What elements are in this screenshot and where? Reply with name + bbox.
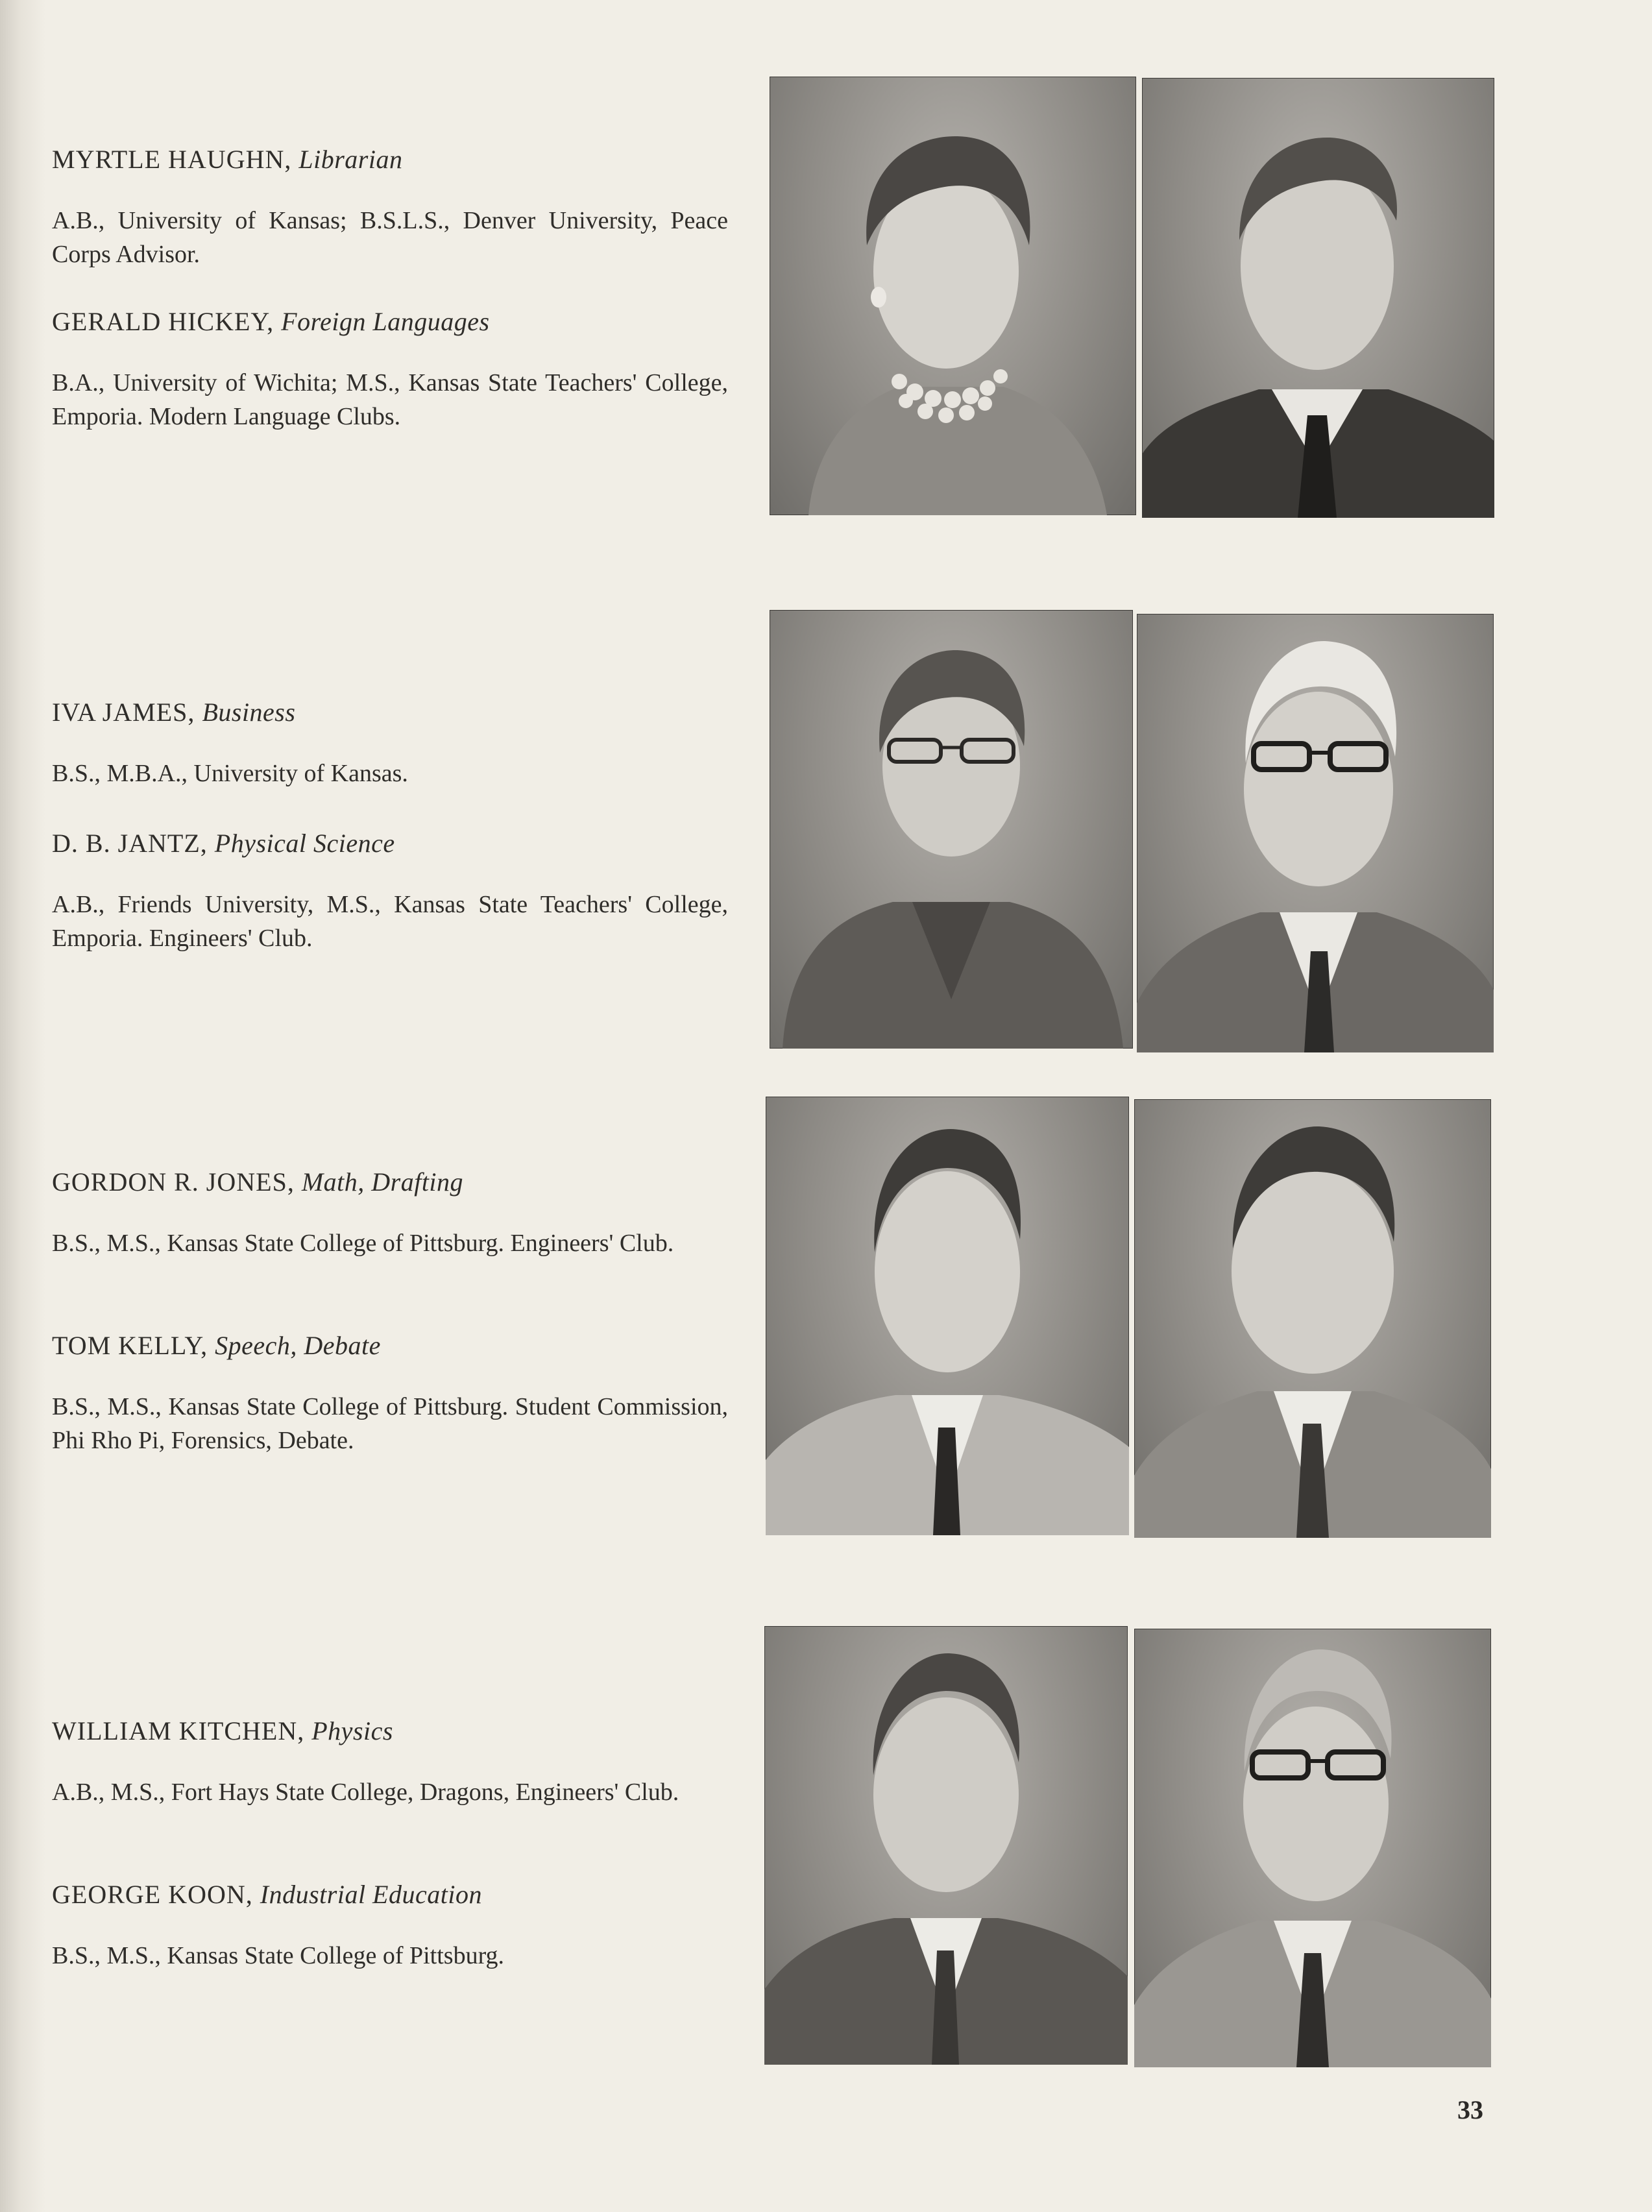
page-number: 33 bbox=[1457, 2095, 1483, 2124]
faculty-role: Industrial Education bbox=[260, 1880, 482, 1909]
faculty-credentials: A.B., M.S., Fort Hays State College, Dragons, Engineers' Club. bbox=[52, 1779, 679, 1806]
faculty-role: Physical Science bbox=[214, 829, 395, 858]
faculty-name: TOM KELLY, Speech, Debate bbox=[52, 1331, 381, 1360]
portrait-koon bbox=[1134, 1629, 1491, 2067]
portrait-jones bbox=[766, 1097, 1129, 1535]
faculty-name: GORDON R. JONES, Math, Drafting bbox=[52, 1167, 464, 1197]
faculty-entry-haughn bbox=[52, 144, 728, 271]
page-binding-shadow bbox=[0, 0, 45, 2212]
faculty-entry-koon bbox=[52, 1879, 728, 1973]
faculty-role: Business bbox=[202, 698, 296, 727]
faculty-name: WILLIAM KITCHEN, Physics bbox=[52, 1716, 393, 1745]
faculty-entry-kelly bbox=[52, 1330, 728, 1457]
portrait-haughn bbox=[770, 77, 1136, 515]
faculty-name: MYRTLE HAUGHN, Librarian bbox=[52, 145, 403, 174]
faculty-role: Speech, Debate bbox=[215, 1331, 381, 1360]
faculty-credentials: B.A., University of Wichita; M.S., Kansas State Teachers' College, Emporia. Modern Language Clubs. bbox=[52, 369, 728, 430]
faculty-credentials: B.S., M.S., Kansas State College of Pittsburg. Student Commission, Phi Rho Pi, Forensics, Debate. bbox=[52, 1393, 728, 1454]
faculty-entry-kitchen bbox=[52, 1716, 728, 1809]
faculty-entry-jantz bbox=[52, 828, 728, 955]
faculty-credentials: B.S., M.S., Kansas State College of Pittsburg. Engineers' Club. bbox=[52, 1230, 674, 1257]
portrait-jantz bbox=[1137, 614, 1494, 1052]
faculty-role: Math, Drafting bbox=[301, 1167, 464, 1197]
portrait-hickey bbox=[1142, 78, 1494, 518]
faculty-name: GERALD HICKEY, Foreign Languages bbox=[52, 307, 490, 336]
faculty-name: GEORGE KOON, Industrial Education bbox=[52, 1880, 482, 1909]
faculty-credentials: B.S., M.B.A., University of Kansas. bbox=[52, 760, 408, 787]
faculty-entry-hickey bbox=[52, 306, 728, 433]
faculty-credentials: B.S., M.S., Kansas State College of Pittsburg. bbox=[52, 1942, 505, 1969]
portrait-kelly bbox=[1134, 1099, 1491, 1538]
portrait-kitchen bbox=[764, 1626, 1128, 2065]
faculty-credentials: A.B., University of Kansas; B.S.L.S., Denver University, Peace Corps Advisor. bbox=[52, 207, 728, 268]
portrait-james bbox=[770, 610, 1133, 1049]
faculty-role: Physics bbox=[311, 1716, 393, 1745]
faculty-role: Librarian bbox=[298, 145, 403, 174]
faculty-entry-james bbox=[52, 697, 728, 790]
faculty-role: Foreign Languages bbox=[281, 307, 490, 336]
faculty-name: D. B. JANTZ, Physical Science bbox=[52, 829, 395, 858]
faculty-name: IVA JAMES, Business bbox=[52, 698, 296, 727]
faculty-entry-jones bbox=[52, 1167, 728, 1260]
faculty-credentials: A.B., Friends University, M.S., Kansas State Teachers' College, Emporia. Engineers' Club. bbox=[52, 891, 728, 952]
